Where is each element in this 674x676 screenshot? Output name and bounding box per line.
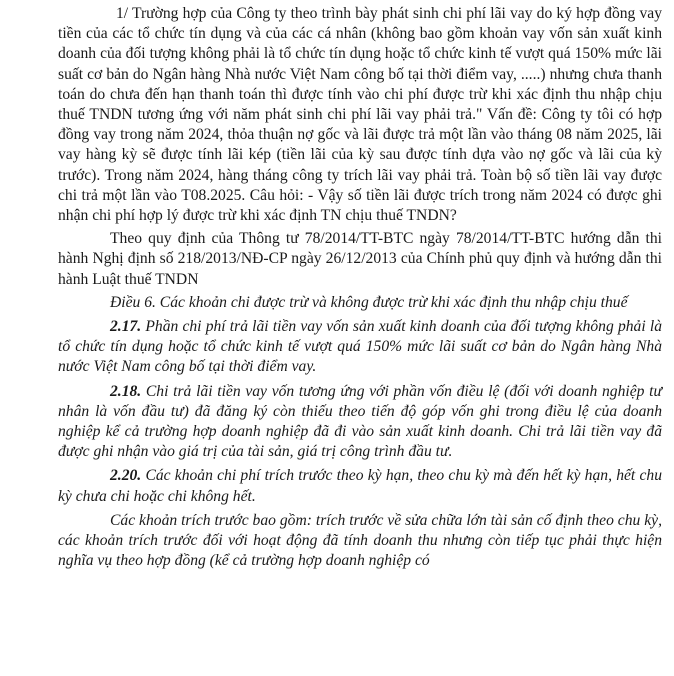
clause-text: Phần chi phí trả lãi tiền vay vốn sản xuất kinh doanh của đối tượng không phải là tổ chức tín dụng hoặc tổ chức kinh tế vượt quá 150% mức lãi suất cơ bản do Ngân hàng Nhà nước Việt Nam công bố tại thời điểm vay.: [58, 318, 662, 376]
paragraph-legal-basis: Theo quy định của Thông tư 78/2014/TT-BTC ngày 78/2014/TT-BTC hướng dẫn thi hành Nghị định số 218/2013/NĐ-CP ngày 26/12/2013 của Chính phủ quy định và hướng dẫn thi hành Luật thuế TNDN: [58, 230, 662, 288]
clause-number: 2.20.: [110, 467, 142, 485]
document-body: [58, 4, 662, 574]
clause-text: Chi trả lãi tiền vay vốn tương ứng với phần vốn điều lệ (đối với doanh nghiệp tư nhân là vốn đầu tư) đã đăng ký còn thiếu theo tiến độ góp vốn ghi trong điều lệ của doanh nghiệp kể cả trường hợp doanh nghiệp đã đi vào sản xuất kinh doanh. Chi trả lãi tiền vay đã được ghi nhận vào giá trị của tài sản, giá trị công trình đầu tư.: [58, 382, 662, 461]
paragraph-question: 1/ Trường hợp của Công ty theo trình bày phát sinh chi phí lãi vay do ký hợp đồng vay tiền của các tổ chức tín dụng và của các cá nhân (không bao gồm khoản vay vốn sản xuất kinh doanh của đối tượng không phải là tổ chức tín dụng hoặc tổ chức kinh tế vượt quá 150% mức lãi suất cơ bản do Ngân hàng Nhà nước Việt Nam công bố tại thời điểm vay, .....) nhưng chưa thanh toán do chưa đến hạn thanh toán thì được tính vào chi phí được trừ khi xác định thu nhập chịu thuế TNDN tương ứng với năm phát sinh chi phí lãi vay phải trả." Vấn đề: Công ty tôi có hợp đồng vay trong năm 2024, thỏa thuận nợ gốc và lãi được trả một lần vào tháng 08 năm 2025, lãi vay hàng kỳ sẽ được tính lãi kép (tiền lãi của kỳ sau được tính dựa vào nợ gốc và lãi của kỳ trước). Trong năm 2024, hàng tháng công ty trích lãi vay phải trả. Toàn bộ số tiền lãi vay được chi trả một lần vào T08.2025. Câu hỏi: - Vậy số tiền lãi được trích trong năm 2024 có được ghi nhận chi phí hợp lý được trừ khi xác định TN chịu thuế TNDN?: [58, 5, 662, 225]
clause-number: 2.17.: [110, 318, 142, 336]
paragraph-clause-2-18: [58, 382, 662, 463]
clause-number: 2.18.: [110, 382, 142, 400]
paragraph-clause-2-20: [58, 466, 662, 506]
paragraph-clause-2-17: [58, 317, 662, 378]
paragraph-accruals: Các khoản trích trước bao gồm: trích trước về sửa chữa lớn tài sản cố định theo chu kỳ, các khoản trích trước đối với hoạt động đã tính doanh thu nhưng còn tiếp tục phải thực hiện nghĩa vụ theo hợp đồng (kể cả trường hợp doanh nghiệp có: [58, 511, 662, 570]
paragraph-article-6: Điều 6. Các khoản chi được trừ và không được trừ khi xác định thu nhập chịu thuế: [110, 293, 628, 311]
clause-text: Các khoản chi phí trích trước theo kỳ hạn, theo chu kỳ mà đến hết kỳ hạn, hết chu kỳ chưa chi hoặc chi không hết.: [58, 467, 663, 505]
